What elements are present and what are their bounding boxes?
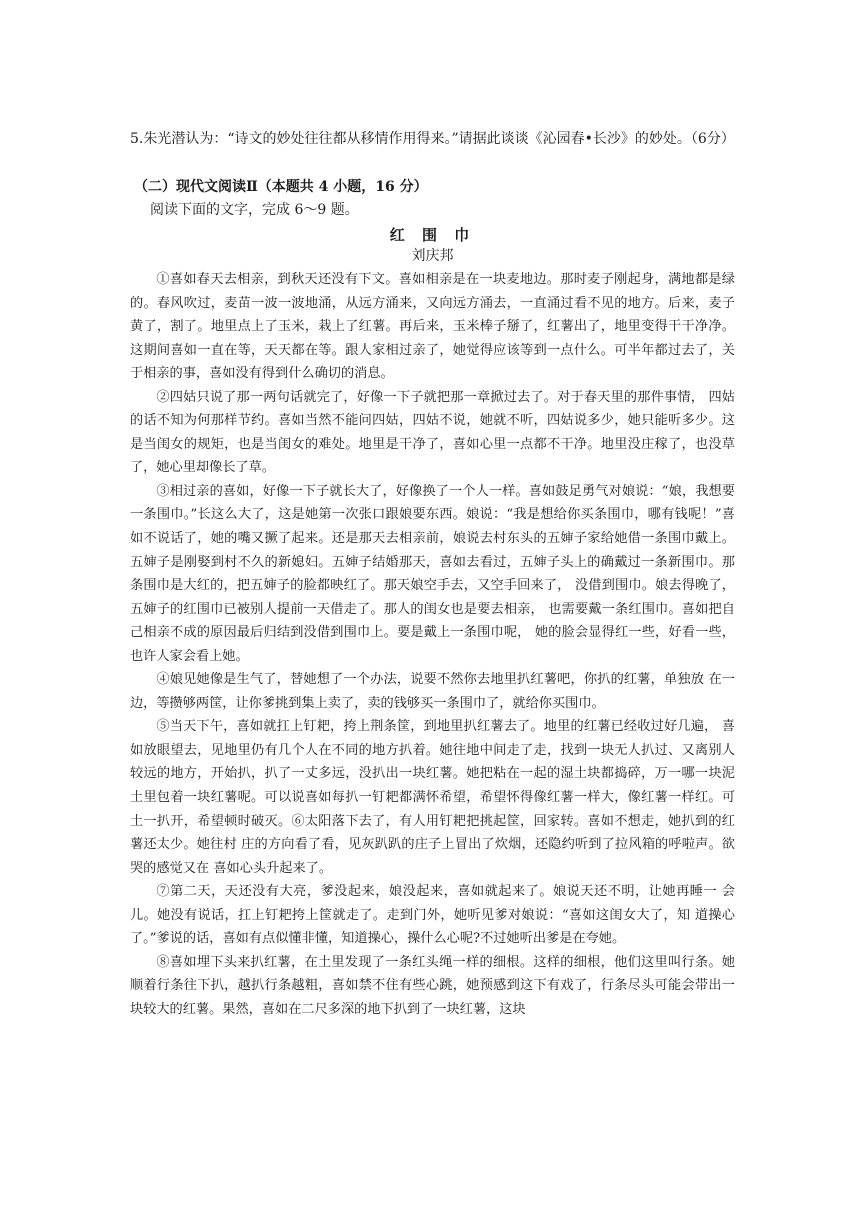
article-author: 刘庆邦 [411,248,454,264]
section-title: （二）现代文阅读Ⅱ（本题共 4 小题，16 分） [134,179,428,195]
page-content [130,128,735,1022]
paragraph-3: ③相过亲的喜如，好像一下子就长大了，好像换了一个人一样。喜如鼓足勇气对娘说：“娘，我想要一条围巾。”长这么大了，这是她第一次张口跟娘要东西。娘说：“我是想给你买条围巾，哪有钱呢！”喜如不说话了，她的嘴又撅了起来。还是那天去相亲前，娘说去村东头的五婶子家给她借一条围巾戴上。五婶子是刚娶到村不久的新媳妇。五婶子结婚那天，喜如去看过，五婶子头上的确戴过一条新围巾。那条围巾是大红的，把五婶子的脸都映红了。那天娘空手去，又空手回来了， 没借到围巾。娘去得晚了，五婶子的红围巾已被别人提前一天借走了。那人的闺女也是要去相亲， 也需要戴一条红围巾。喜如把自己相亲不成的原因最后归结到没借到围巾上。要是戴上一条围巾呢， 她的脸会显得红一些，好看一些，也许人家会看上她。 [130,483,735,664]
paragraph-5: ⑤当天下午，喜如就扛上钉耙，挎上荆条筐，到地里扒红薯去了。地里的红薯已经收过好几遍， 喜如放眼望去，见地里仍有几个人在不同的地方扒着。她往地中间走了走，找到一块无人扒过、又离别人较远的地方，开始扒，扒了一丈多远，没扒出一块红薯。她把粘在一起的湿土块都捣碎，万一哪一块泥土里包着一块红薯呢。可以说喜如每扒一钉耙都满怀希望，希望怀得像红薯一样大，像红薯一样红。可土一扒开，希望顿时破灭。⑥太阳落下去了，有人用钉耙把挑起筐，回家转。喜如不想走，她扒到的红薯还太少。她往村 庄的方向看了看，见灰趴趴的庄子上冒出了炊烟，还隐约听到了拉风箱的呼啦声。欲哭的感觉又在 喜如心头升起来了。 [130,719,735,876]
question-5: 5.朱光潜认为：“诗文的妙处往往都从移情作用得来。”请据此谈谈《沁园春•长沙》的妙处。（6分） [130,131,735,147]
section-instruction: 阅读下面的文字，完成 6～9 题。 [150,202,359,218]
paragraph-1: ①喜如春天去相亲，到秋天还没有下文。喜如相亲是在一块麦地边。那时麦子刚起身，满地都是绿的。春风吹过，麦苗一波一波地涌，从远方涌来，又向远方涌去，一直涌过看不见的地方。后来，麦子黄了，割了。地里点上了玉米，栽上了红薯。再后来，玉米棒子掰了，红薯出了，地里变得干干净净。这期间喜如一直在等，天天都在等。跟人家相过亲了，她觉得应该等到一点什么。可半年都过去了，关于相亲的事，喜如没有得到什么确切的消息。 [130,272,735,382]
paragraph-4: ④娘见她像是生气了，替她想了一个办法，说要不然你去地里扒红薯吧，你扒的红薯，单独放 在一边，等攒够两筐，让你爹挑到集上卖了，卖的钱够买一条围巾了，就给你买围巾。 [130,672,735,711]
paragraph-2: ②四姑只说了那一两句话就完了，好像一下子就把那一章掀过去了。对于春天里的那件事情， 四姑的话不知为何那样节约。喜如当然不能问四姑，四姑不说，她就不听，四姑说多少，她只能听多少。这是当闺女的规矩，也是当闺女的难处。地里是干净了，喜如心里一点都不干净。地里没庄稼了，也没草了，她心里却像长了草。 [130,389,735,476]
paragraph-8: ⑧喜如埋下头来扒红薯，在土里发现了一条红头绳一样的细根。这样的细根，他们这里叫行条。她顺着行条往下扒，越扒行条越粗，喜如禁不住有些心跳，她预感到这下有戏了，行条尽头可能会带出一块较大的红薯。果然，喜如在二尺多深的地下扒到了一块红薯，这块 [130,954,735,1017]
paragraph-7: ⑦第二天，天还没有大亮，爹没起来，娘没起来，喜如就起来了。娘说天还不明，让她再睡一 会儿。她没有说话，扛上钉耙挎上筐就走了。走到门外，她听见爹对娘说：“喜如这闺女大了，知 道操心了。”爹说的话，喜如有点似懂非懂，知道操心，操什么心呢?不过她听出爹是在夸她。 [130,884,735,947]
article-title: 红 围 巾 [389,226,476,244]
